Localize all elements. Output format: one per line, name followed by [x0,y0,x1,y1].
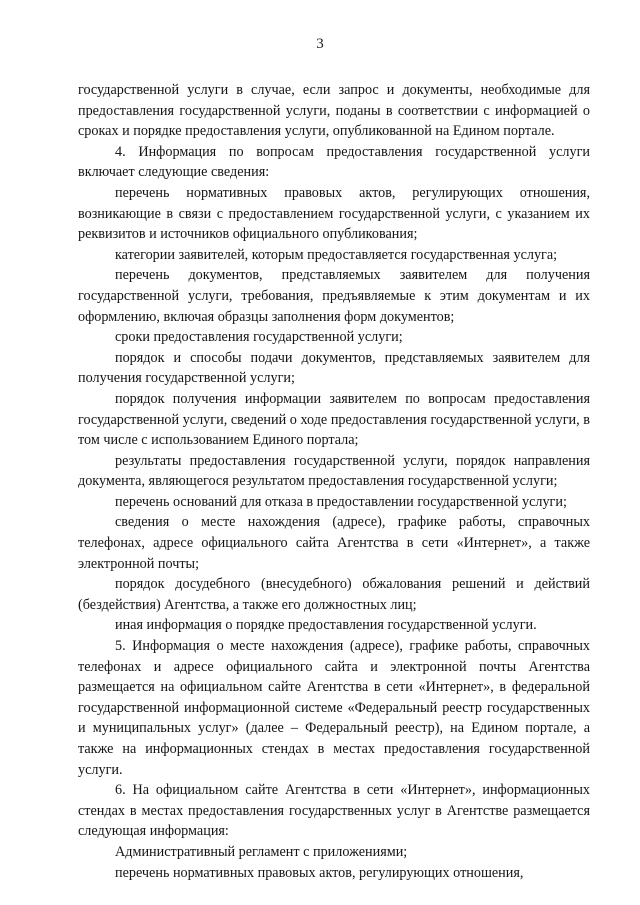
paragraph-item-6: 6. На официальном сайте Агентства в сети «Интернет», информационных стендах в местах предоставления государственных услуг в Агентстве размещается следующая информация: [78,782,590,840]
paragraph-regulation: Административный регламент с приложениями; [115,843,408,860]
paragraph-service-terms: сроки предоставления государственной услуги; [115,329,403,346]
paragraph-applicant-categories: категории заявителей, которым предоставляется государственная услуга; [115,246,558,263]
paragraph-information-order: порядок получения информации заявителем по вопросам предоставления государственной услуги, сведений о ходе предоставления государственной услуги, в том числе с использованием Единого портала; [78,390,590,449]
paragraph-submission-order: порядок и способы подачи документов, представляемых заявителем для получения государственной услуги; [78,349,590,387]
paragraph-legal-acts: перечень нормативных правовых актов, регулирующих отношения, возникающие в связи с предоставлением государственной услуги, с указанием их реквизитов и источников официального опубликования; [78,184,590,243]
document-body [78,80,590,883]
paragraph-legal-acts-list: перечень нормативных правовых актов, регулирующих отношения, [115,864,524,881]
paragraph-item-5: 5. Информация о месте нахождения (адресе), графике работы, справочных телефонах и адресе официального сайта и электронной почты Агентства размещается на официальном сайте Агентства в сети «Интернет», в федеральной государственной информационной системе «Федеральный реестр государственных и муниципальных услуг» (далее – Федеральный реестр), на Едином портале, а также на информационных стендах в местах предоставления государственной услуги. [78,638,590,778]
paragraph-other-info: иная информация о порядке предоставления государственной услуги. [115,617,537,634]
paragraph-appeal-order: порядок досудебного (внесудебного) обжалования решений и действий (бездействия) Агентства, а также его должностных лиц; [78,576,590,613]
paragraph-item-4: 4. Информация по вопросам предоставления государственной услуги включает следующие сведения: [78,143,590,181]
paragraph-refusal-grounds: перечень оснований для отказа в предоставлении государственной услуги; [115,493,567,510]
paragraph-documents-list: перечень документов, представляемых заявителем для получения государственной услуги, требования, предъявляемые к этим документам и их оформлению, включая образцы заполнения форм документов; [78,267,590,325]
paragraph-service-results: результаты предоставления государственной услуги, порядок направления документа, являющегося результатом предоставления государственной услуги; [78,452,590,490]
page-number: 3 [316,36,324,52]
paragraph-continuation: государственной услуги в случае, если запрос и документы, необходимые для предоставления государственной услуги, поданы в соответствии с информацией о сроках и порядке предоставления услуги, опубликованной на Едином портале. [78,82,590,140]
paragraph-location-info: сведения о месте нахождения (адресе), графике работы, справочных телефонах, адресе официального сайта Агентства в сети «Интернет», а также электронной почты; [78,514,590,572]
